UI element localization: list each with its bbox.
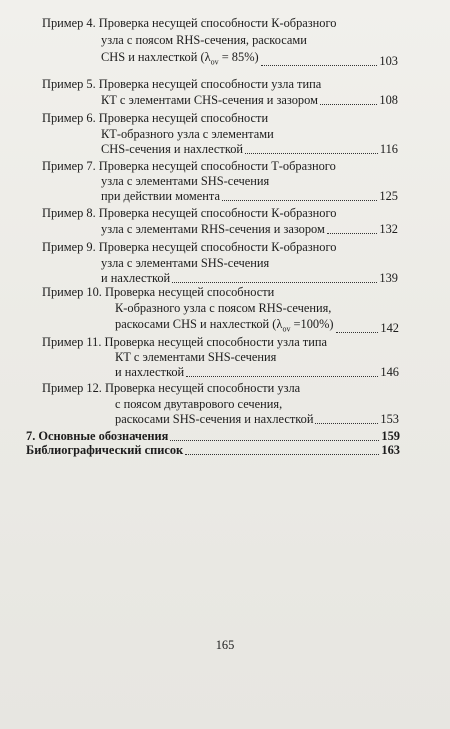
- toc-page-7: 125: [379, 189, 398, 203]
- leader-dots: [336, 331, 379, 333]
- toc-entry-12-last[interactable]: раскосами SHS-сечения и нахлесткой 153: [115, 412, 399, 426]
- toc-entry-10-line2: К-образного узла с поясом RHS-сечения,: [115, 301, 332, 315]
- toc-entry-6-line2: КТ-образного узла с элементами: [101, 127, 274, 141]
- leader-dots: [185, 453, 379, 455]
- toc-page-11: 146: [380, 365, 399, 379]
- toc-entry-5-line1: Пример 5. Проверка несущей способности узла типа: [42, 77, 322, 91]
- toc-entry-8-line1: Пример 8. Проверка несущей способности К-образного: [42, 206, 337, 220]
- toc-entry-4-last[interactable]: CHS и нахлесткой $(\lambda_{ov} = 85\%)$ 103: [101, 50, 398, 69]
- leader-dots: [245, 152, 378, 154]
- toc-entry-11-last[interactable]: и нахлесткой 146: [115, 365, 399, 379]
- leader-dots: [320, 103, 377, 105]
- toc-entry-4-line1: Пример 4. Проверка несущей способности К-образного: [42, 16, 337, 30]
- toc-entry-9-last[interactable]: и нахлесткой 139: [101, 271, 398, 285]
- toc-section-7[interactable]: 7. Основные обозначения 159: [26, 429, 400, 443]
- toc-page-9: 139: [379, 271, 398, 285]
- toc-page-s7: 159: [381, 429, 400, 443]
- toc-entry-9-line2: узла с элементами SHS-сечения: [101, 256, 270, 270]
- toc-entry-10-last[interactable]: раскосами CHS и нахлесткой $(\lambda_{ov} =100\%)$ 142: [115, 317, 399, 336]
- toc-entry-7-last[interactable]: при действии момента 125: [101, 189, 398, 203]
- toc-entry-12-line1: Пример 12. Проверка несущей способности узла: [42, 381, 301, 395]
- toc-entry-5-last[interactable]: КТ с элементами CHS-сечения и зазором 108: [101, 93, 398, 107]
- toc-entry-6-last[interactable]: CHS-сечения и нахлесткой 116: [101, 142, 398, 156]
- toc-entry-11-line2: КТ с элементами SHS-сечения: [115, 350, 277, 364]
- toc-entry-8-last[interactable]: узла с элементами RHS-сечения и зазором 132: [101, 222, 398, 236]
- page-number: 165: [215, 638, 235, 652]
- toc-entry-11-line1: Пример 11. Проверка несущей способности узла типа: [42, 335, 327, 349]
- leader-dots: [222, 199, 377, 201]
- toc-page-6: 116: [379, 142, 398, 156]
- toc-entry-9-line1: Пример 9. Проверка несущей способности К-образного: [42, 240, 337, 254]
- leader-dots: [186, 375, 378, 377]
- toc-page-10: 142: [380, 321, 399, 336]
- toc-entry-7-line2: узла с элементами SHS-сечения: [101, 174, 270, 188]
- leader-dots: [327, 232, 378, 234]
- toc-page-12: 153: [380, 412, 399, 426]
- toc-page-8: 132: [379, 222, 398, 236]
- leader-dots: [170, 439, 379, 441]
- leader-dots: [172, 281, 377, 283]
- toc-entry-6-line1: Пример 6. Проверка несущей способности: [42, 111, 269, 125]
- toc-page-4: 103: [379, 54, 398, 69]
- toc-page-5: 108: [379, 93, 398, 107]
- toc-entry-4-line2: узла с поясом RHS-сечения, раскосами: [101, 33, 307, 47]
- leader-dots: [261, 64, 378, 66]
- toc-entry-10-line1: Пример 10. Проверка несущей способности: [42, 285, 275, 299]
- leader-dots: [315, 422, 378, 424]
- toc-bibliography[interactable]: Библиографический список 163: [26, 443, 400, 457]
- toc-entry-12-line2: с поясом двутаврового сечения,: [115, 397, 283, 411]
- toc-entry-7-line1: Пример 7. Проверка несущей способности Т-образного: [42, 159, 336, 173]
- toc-page-bib: 163: [381, 443, 400, 457]
